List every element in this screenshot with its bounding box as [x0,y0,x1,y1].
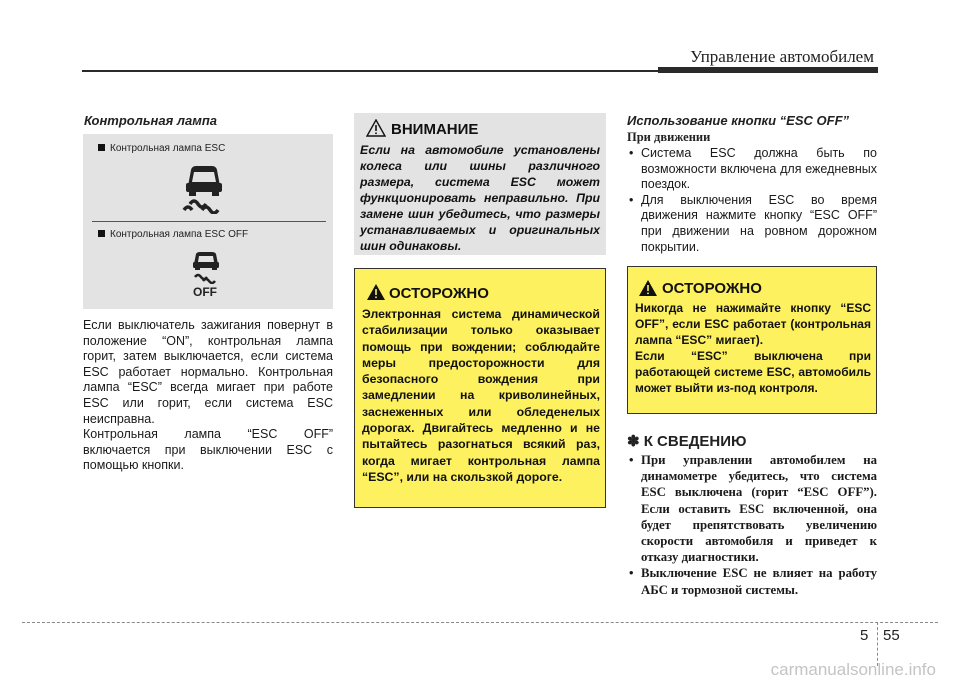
header-rule [82,70,658,72]
warning-text: Если на автомобиле установлены колеса или шины различного размера, система ESC может функционировать неправильно. При замене шин убедитесь, что размеры устанавливаемых и оригинальных шин одинаковы. [360,143,600,253]
info-bullet-1: • При управлении автомобилем на динамометре убедитесь, что система ESC выключена (горит “ESC OFF”). Если оставить ESC включенной, она будет препятствовать увеличению скорости автомобиля и приведет к отказу диагностики. [627,452,877,565]
section-header-title: Управление автомобилем [690,47,874,66]
caution-text-right-2: Если “ESC” выключена при работающей системе ESC, автомобиль может выйти из-под контроля. [635,349,871,395]
indicator-divider [92,221,326,222]
left-heading: Контрольная лампа [84,113,217,128]
indicator-esc-off-label: Контрольная лампа ESC OFF [98,229,248,240]
caution-triangle-icon [638,279,658,297]
caution-triangle-icon [366,283,386,301]
info-bullet-list [627,452,877,598]
warning-triangle-icon [366,119,386,137]
caution-text-middle: Электронная система динамической стабилизации только оказывает помощь при вождении; соблюдайте меры предосторожности для безопасного вождения при замедлении на криволинейных, заснеженных или обледенелых дорогах. Двигайтесь медленно и не пытайтесь разогнаться всякий раз, когда мигает контрольная лампа “ESC”, или на скользкой дороге. [362,307,600,484]
info-title: ✽ К СВЕДЕНИЮ [627,433,747,450]
right-bullet-list [627,146,877,255]
right-subheading: При движении [627,130,711,144]
caution-title-middle: ОСТОРОЖНО [389,285,489,302]
chapter-number: 5 [860,627,869,644]
right-bullet-2: • Для выключения ESC во время движения нажмите кнопку “ESC OFF” при движении на ровном дорожном покрытии. [627,193,877,255]
caution-title-right: ОСТОРОЖНО [662,280,762,297]
esc-off-icon [188,250,224,284]
watermark-text: carmanualsonline.info [770,660,936,679]
info-bullet-2: • Выключение ESC не влияет на работу АБС и тормозной системы. [627,565,877,597]
header-rule-accent [658,67,878,73]
footer-dashed-rule [22,622,938,623]
esc-off-icon-text: OFF [193,285,217,299]
left-paragraph-1: Если выключатель зажигания повернут в положение “ON”, контрольная лампа горит, затем выключается, если система ESC работает нормально. Контрольная лампа “ESC” всегда мигает при работе ESC или горит, если система ESC неисправна. [83,318,333,426]
right-bullet-1: • Система ESC должна быть по возможности включена для ежедневных поездок. [627,146,877,193]
left-paragraph-2: Контрольная лампа “ESC OFF” включается при выключении ESC с помощью кнопки. [83,427,333,473]
caution-text-right-1: Никогда не нажимайте кнопку “ESC OFF”, если ESC работает (контрольная лампа “ESC” мигает). [635,301,871,347]
esc-skid-car-icon [180,160,228,214]
warning-title: ВНИМАНИЕ [391,121,479,138]
right-heading: Использование кнопки “ESC OFF” [627,113,850,128]
indicator-esc-label: Контрольная лампа ESC [98,143,225,154]
page-number: 55 [883,627,900,644]
